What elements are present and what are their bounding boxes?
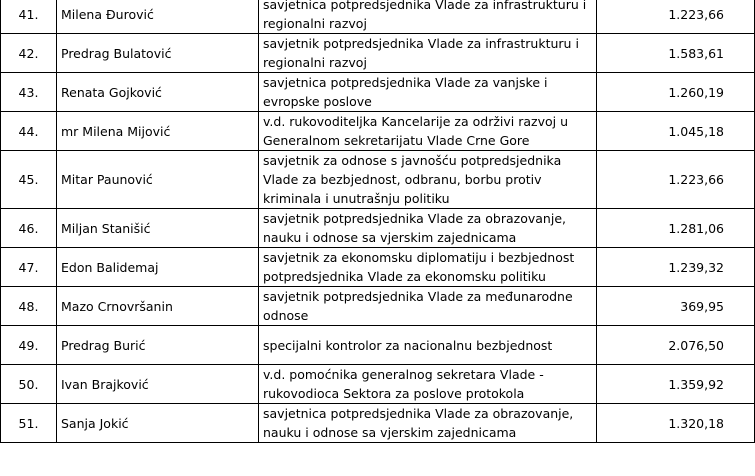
table-row [1,112,755,151]
table-row [1,404,755,443]
position-title: savjetnik potpredsjednika Vlade za međunarodne odnose [259,287,597,326]
salary-amount: 2.076,50 [597,326,755,365]
position-title: savjetnica potpredsjednika Vlade za infrastrukturu i regionalni razvoj [259,0,597,34]
table-row [1,73,755,112]
employee-name: Mazo Crnovršanin [57,287,259,326]
table-row [1,34,755,73]
employee-name: Predrag Burić [57,326,259,365]
employee-name: Miljan Stanišić [57,209,259,248]
employee-name: Milena Đurović [57,0,259,34]
table-row [1,365,755,404]
table-row [1,326,755,365]
employee-name: Edon Balidemaj [57,248,259,287]
row-number: 42. [1,34,57,73]
row-number: 48. [1,287,57,326]
position-title: savjetnica potpredsjednika Vlade za vanjske i evropske poslove [259,73,597,112]
salary-amount: 1.359,92 [597,365,755,404]
row-number: 50. [1,365,57,404]
salary-amount: 1.223,66 [597,151,755,209]
position-title: v.d. rukovoditeljka Kancelarije za održivi razvoj u Generalnom sekretarijatu Vlade Crne Gore [259,112,597,151]
salary-amount: 1.223,66 [597,0,755,34]
position-title: savjetnik za odnose s javnošću potpredsjednika Vlade za bezbjednost, odbranu, borbu protiv kriminala i unutrašnju politiku [259,151,597,209]
row-number: 43. [1,73,57,112]
salary-amount: 369,95 [597,287,755,326]
table-row [1,0,755,34]
row-number: 51. [1,404,57,443]
position-title: savjetnica potpredsjednika Vlade za obrazovanje, nauku i odnose sa vjerskim zajednicama [259,404,597,443]
salary-amount: 1.045,18 [597,112,755,151]
table-row [1,151,755,209]
salary-amount: 1.583,61 [597,34,755,73]
employee-name: Predrag Bulatović [57,34,259,73]
row-number: 47. [1,248,57,287]
row-number: 46. [1,209,57,248]
employee-name: Ivan Brajković [57,365,259,404]
employee-name: Sanja Jokić [57,404,259,443]
salary-amount: 1.239,32 [597,248,755,287]
table-row [1,248,755,287]
row-number: 44. [1,112,57,151]
row-number: 41. [1,0,57,34]
table-row [1,209,755,248]
employee-name: mr Milena Mijović [57,112,259,151]
position-title: savjetnik potpredsjednika Vlade za obrazovanje, nauku i odnose sa vjerskim zajednicama [259,209,597,248]
position-title: specijalni kontrolor za nacionalnu bezbjednost [259,326,597,365]
row-number: 45. [1,151,57,209]
salary-amount: 1.281,06 [597,209,755,248]
salary-amount: 1.260,19 [597,73,755,112]
position-title: savjetnik potpredsjednika Vlade za infrastrukturu i regionalni razvoj [259,34,597,73]
employee-name: Renata Gojković [57,73,259,112]
employee-name: Mitar Paunović [57,151,259,209]
row-number: 49. [1,326,57,365]
salary-amount: 1.320,18 [597,404,755,443]
table-row [1,287,755,326]
position-title: savjetnik za ekonomsku diplomatiju i bezbjednost potpredsjednika Vlade za ekonomsku politiku [259,248,597,287]
position-title: v.d. pomoćnika generalnog sekretara Vlade - rukovodioca Sektora za poslove protokola [259,365,597,404]
